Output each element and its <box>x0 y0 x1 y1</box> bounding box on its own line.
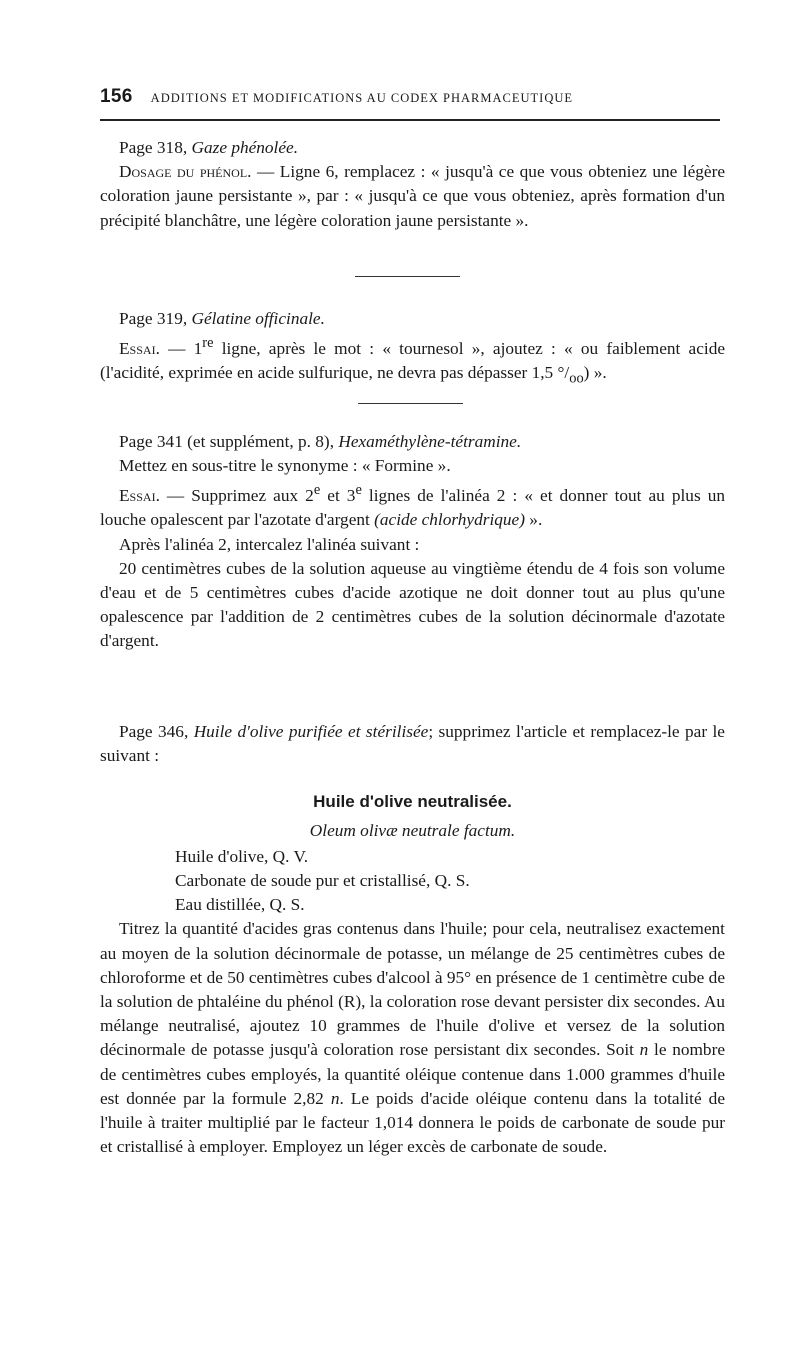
paragraph-head: Essai. <box>119 338 160 358</box>
section-paragraph <box>100 160 725 233</box>
text-run: ) ». <box>583 363 607 383</box>
text-run: — Supprimez aux 2 <box>159 486 314 506</box>
superscript: re <box>202 335 214 352</box>
section-heading <box>100 720 725 768</box>
text-run: ». <box>524 510 543 530</box>
item-name: Hexaméthylène-tétramine. <box>338 432 522 451</box>
item-name: Gélatine officinale. <box>191 309 325 328</box>
ingredient-line: Carbonate de soude pur et cristallisé, Q. S. <box>175 871 470 891</box>
paragraph-head: Dosage du phénol. <box>119 162 252 182</box>
text-run: le nombre de centimètres cubes employés, la quantité oléique contenue dans 1.000 grammes d'huile est donnée par la formule 2,82 <box>100 1040 725 1108</box>
running-title: ADDITIONS ET MODIFICATIONS AU CODEX PHARMACEUTIQUE <box>150 91 574 105</box>
section-hexamethylene-tetramine <box>100 430 725 654</box>
section-paragraph: Après l'alinéa 2, intercalez l'alinéa suivant : <box>119 534 420 554</box>
paragraph-body: ligne, après le mot : « tournesol », ajoutez : « ou faiblement acide (l'acidité, exprimée en acide sulfurique, ne devra pas dépasser 1,5 °/ <box>100 338 725 383</box>
ingredient-line: Eau distillée, Q. S. <box>175 895 305 915</box>
section-paragraph: Mettez en sous-titre le synonyme : « Formine ». <box>119 456 451 476</box>
page-reference: Page 319, <box>119 309 192 328</box>
page-reference: Page 341 (et supplément, p. 8), <box>119 432 339 451</box>
text-run: et 3 <box>320 486 356 506</box>
section-paragraph <box>100 478 725 532</box>
ingredient-line: Huile d'olive, Q. V. <box>175 846 309 866</box>
text-run: . Le poids d'acide oléique contenu dans la totalité de l'huile à traiter multiplié par le facteur 1,014 donnera le poids de carbonate de soude pur et cristallisé à employer. Employez un léger excès de carbonate de soude. <box>100 1088 725 1157</box>
header-rule <box>100 119 720 121</box>
text-run: — 1 <box>159 338 203 358</box>
variable-n: n <box>330 1088 340 1108</box>
paragraph-body: — Ligne 6, remplacez : « jusqu'à ce que vous obteniez une légère coloration jaune persistante », par : « jusqu'à ce que vous obteniez, après formation d'un précipité blanchâtre, une légère coloration jaune persistante ». <box>100 162 726 230</box>
section-huile-olive <box>100 720 725 1159</box>
text-run: ; supprimez l'article et remplacez-le par le suivant : <box>100 722 725 766</box>
section-gaze-phenolee <box>100 136 725 233</box>
paragraph-head: Essai. <box>119 486 160 506</box>
page-reference: Page 346, <box>119 722 194 741</box>
subscript: oo <box>569 370 584 387</box>
running-header <box>100 86 720 108</box>
section-paragraph <box>100 331 725 391</box>
section-paragraph: 20 centimètres cubes de la solution aqueuse au vingtième étendu de 4 fois son volume d'eau et de 5 centimètres cubes d'acide azotique ne doit donner tout au plus qu'une opalescence par l'addition de 2 centimètres cubes de la solution décinormale d'azotate d'argent. <box>100 558 725 651</box>
variable-n: n <box>639 1040 649 1060</box>
monograph-title: Huile d'olive neutralisée. <box>313 792 512 812</box>
item-name: Gaze phénolée. <box>191 138 299 157</box>
page-number: 156 <box>100 86 133 107</box>
separator-rule <box>358 403 463 404</box>
section-paragraph <box>100 917 725 1159</box>
section-heading <box>100 307 725 331</box>
superscript: e <box>313 482 321 499</box>
item-name: Huile d'olive purifiée et stérilisée <box>193 722 429 741</box>
section-heading <box>100 430 725 454</box>
section-gelatine-officinale <box>100 307 725 391</box>
text-run: lignes de l'alinéa 2 : « et donner tout au plus un louche opalescent par l'azotate d'argent <box>100 486 725 530</box>
latin-title: Oleum olivæ neutrale factum. <box>309 820 516 840</box>
section-heading <box>100 136 725 160</box>
text-run: Titrez la quantité d'acides gras contenus dans l'huile; pour cela, neutralisez exactement au moyen de la solution décinormale de potasse, un mélange de 25 centimètres cubes de chloroforme et de 50 centimètres cubes d'alcool à 95° en présence de 1 centimètre cube de la solution de phtaléine du phénol (R), la coloration rose devant persister dix secondes. Au mélange neutralisé, ajoutez 10 grammes de l'huile d'olive et versez de la solution décinormale de potasse jusqu'à coloration rose persistant dix secondes. Soit <box>100 919 725 1060</box>
page-reference: Page 318, <box>119 138 192 157</box>
separator-rule <box>355 276 460 277</box>
superscript: e <box>355 482 362 499</box>
italic-text: (acide chlorhydrique) <box>374 510 525 530</box>
